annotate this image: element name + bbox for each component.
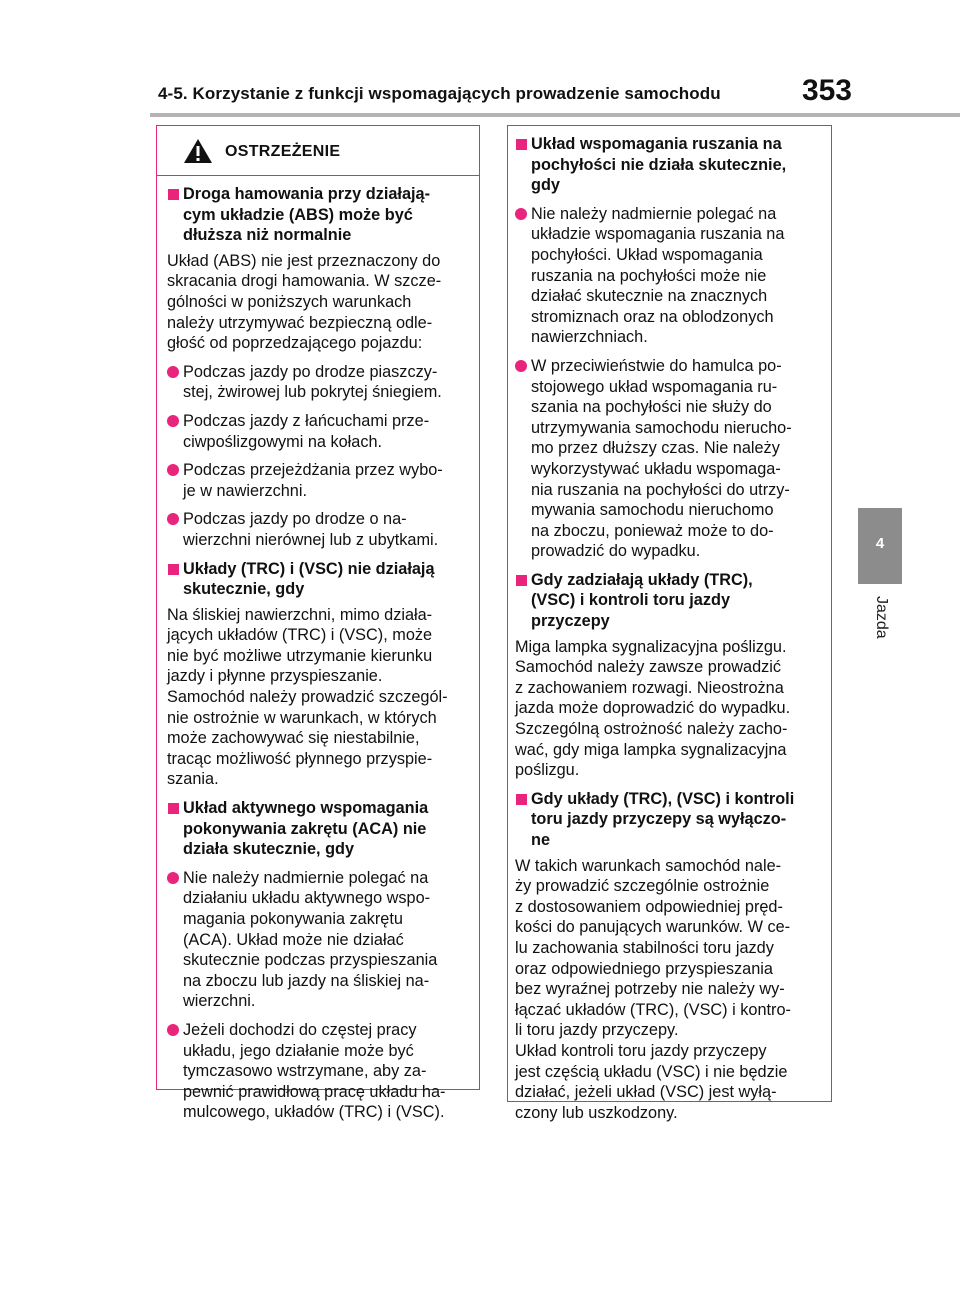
heading-trc-off: Gdy układy (TRC), (VSC) i kontroli toru jazdy przyczepy są wyłączo- ne: [515, 789, 825, 851]
square-bullet-icon: [168, 564, 179, 575]
round-bullet-icon: [515, 360, 527, 372]
round-bullet-icon: [167, 464, 179, 476]
square-bullet-icon: [516, 139, 527, 150]
heading-trc-active: Gdy zadziałają układy (TRC), (VSC) i kontroli toru jazdy przyczepy: [515, 570, 825, 632]
bullet-item: Nie należy nadmiernie polegać na działaniu układu aktywnego wspo- magania pokonywania zakrętu (ACA). Układ może nie działać skutecznie podczas przyspieszania na zboczu lub jazdy na śliskiej na- wierzchni.: [167, 868, 469, 1012]
info-box: [507, 125, 832, 1122]
bullet-item: Podczas przejeżdżania przez wybo- je w nawierzchni.: [167, 460, 469, 501]
round-bullet-icon: [167, 872, 179, 884]
paragraph-abs: Układ (ABS) nie jest przeznaczony do skracania drogi hamowania. W szcze- gólności w poniższych warunkach należy utrzymywać bezpieczną odle- głość od poprzedzającego pojazdu:: [167, 251, 442, 353]
chapter-label: Jazda: [873, 596, 890, 639]
heading-aca: Układ aktywnego wspomagania pokonywania zakrętu (ACA) nie działa skutecznie, gdy: [167, 798, 469, 860]
heading-abs: Droga hamowania przy działają- cym układzie (ABS) może być dłuższa niż normalnie: [167, 184, 469, 246]
warning-triangle-icon: [183, 138, 213, 164]
heading-hill-start: Układ wspomagania ruszania na pochyłości nie działa skutecznie, gdy: [515, 134, 825, 196]
square-bullet-icon: [168, 803, 179, 814]
warning-divider: [157, 175, 479, 176]
square-bullet-icon: [168, 189, 179, 200]
paragraph-trc-active: Miga lampka sygnalizacyjna poślizgu. Samochód należy zawsze prowadzić z zachowaniem rozwagi. Nieostrożna jazda może doprowadzić do wypadku. Szczególną ostrożność należy zacho- wać, gdy miga lampka sygnalizacyjna poślizgu.: [515, 637, 791, 780]
page-header: [158, 74, 858, 114]
chapter-number: 4: [875, 535, 885, 552]
square-bullet-icon: [516, 794, 527, 805]
bullet-item: Podczas jazdy z łańcuchami prze- ciwpoślizgowymi na kołach.: [167, 411, 469, 452]
heading-trc-vsc: Układy (TRC) i (VSC) nie działają skutecznie, gdy: [167, 559, 469, 600]
paragraph-trc-vsc: Na śliskiej nawierzchni, mimo działa- jących układów (TRC) i (VSC), może nie być możliwe utrzymanie kierunku jazdy i płynne przyspieszanie. Samochód należy prowadzić szczegól- nie ostrożnie w warunkach, w których może zachowywać się niestabilnie, tracąc możliwość płynnego przyspie- szania.: [167, 605, 448, 789]
warning-header: [167, 126, 469, 176]
header-divider: [150, 113, 960, 117]
chapter-tab: [858, 508, 902, 584]
bullet-item: Jeżeli dochodzi do częstej pracy układu, jego działanie może być tymczasowo wstrzymane, aby za- pewnić prawidłową pracę układu ha- mulcowego, układów (TRC) i (VSC).: [167, 1020, 469, 1123]
bullet-item: Podczas jazdy po drodze piaszczy- stej, żwirowej lub pokrytej śniegiem.: [167, 362, 469, 403]
bullet-item: W przeciwieństwie do hamulca po- stojowego układ wspomagania ru- szania na pochyłości nie służy do utrzymywania samochodu nierucho- mo przez dłuższy czas. Nie należy wykorzystywać układu wspomaga- nia ruszania na pochyłości do utrzy- mywania samochodu nieruchomo na zboczu, ponieważ może to do- prowadzić do wypadku.: [515, 356, 825, 562]
warning-title: OSTRZEŻENIE: [225, 143, 341, 160]
section-title: 4-5. Korzystanie z funkcji wspomagających prowadzenie samochodu: [158, 84, 721, 103]
paragraph-trc-off: W takich warunkach samochód nale- ży prowadzić szczególnie ostrożnie z dostosowaniem odpowiedniej pręd- kości do panujących warunków. W ce- lu zachowania stabilności toru jazdy oraz odpowiedniego przyspieszania bez wyraźnej potrzeby nie należy wy- łączać układów (TRC), (VSC) i kontro- li toru jazdy przyczepy. Układ kontroli toru jazdy przyczepy jest częścią układu (VSC) i nie będzie działać, jeżeli układ (VSC) jest wyłą- czony lub uszkodzony.: [515, 856, 791, 1122]
round-bullet-icon: [167, 366, 179, 378]
bullet-item: Podczas jazdy po drodze o na- wierzchni nierównej lub z ubytkami.: [167, 509, 469, 550]
page-number: 353: [801, 74, 852, 107]
round-bullet-icon: [167, 1024, 179, 1036]
square-bullet-icon: [516, 575, 527, 586]
round-bullet-icon: [167, 415, 179, 427]
round-bullet-icon: [515, 208, 527, 220]
warning-box: [156, 125, 480, 1122]
bullet-item: Nie należy nadmiernie polegać na układzie wspomagania ruszania na pochyłości. Układ wspomagania ruszania na pochyłości może nie działać skutecznie na znacznych stromiznach oraz na oblodzonych nawierzchniach.: [515, 204, 825, 348]
round-bullet-icon: [167, 513, 179, 525]
